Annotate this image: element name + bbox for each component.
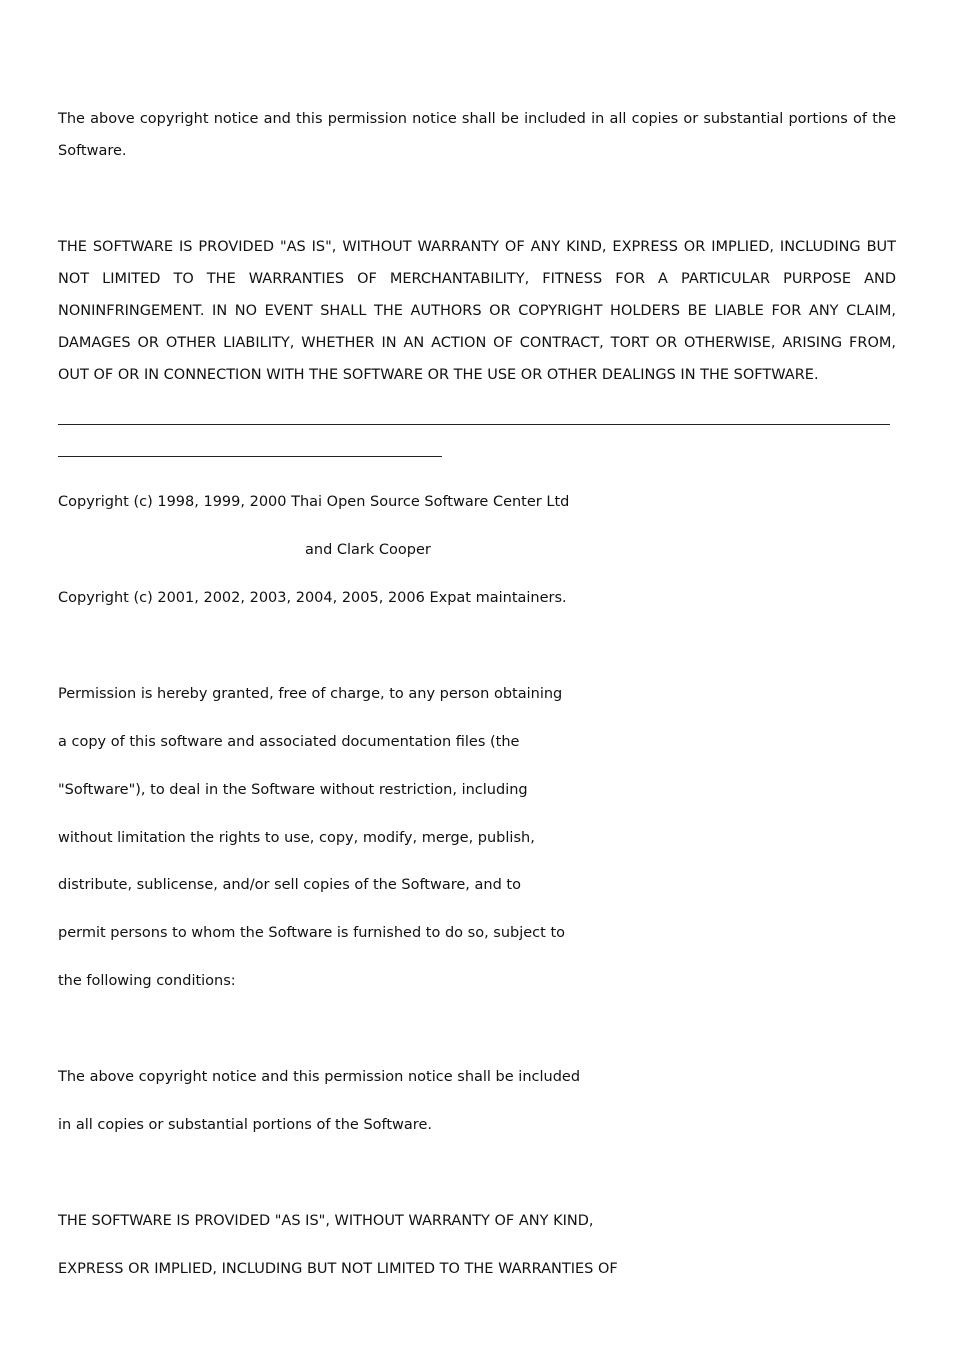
permission-line: distribute, sublicense, and/or sell copies of the Software, and to — [58, 877, 521, 893]
warranty-line: THE SOFTWARE IS PROVIDED "AS IS", WITHOUT WARRANTY OF ANY KIND, — [58, 1213, 594, 1229]
permission-line: "Software"), to deal in the Software without restriction, including — [58, 782, 528, 798]
permission-line: without limitation the rights to use, copy, modify, merge, publish, — [58, 830, 535, 846]
permission-line: the following conditions: — [58, 973, 236, 989]
permission-line: a copy of this software and associated documentation files (the — [58, 734, 520, 750]
warranty-paragraph: THE SOFTWARE IS PROVIDED "AS IS", WITHOUT WARRANTY OF ANY KIND, EXPRESS OR IMPLIED, INCLUDING BUT NOT LIMITED TO THE WARRANTIES OF MERCHANTABILITY, FITNESS FOR A PARTICULAR PURPOSE AND NONINFRINGEMENT. IN NO EVENT SHALL THE AUTHORS OR COPYRIGHT HOLDERS BE LIABLE FOR ANY CLAIM, DAMAGES OR OTHER LIABILITY, WHETHER IN AN ACTION OF CONTRACT, TORT OR OTHERWISE, ARISING FROM, OUT OF OR IN CONNECTION WITH THE SOFTWARE OR THE USE OR OTHER DEALINGS IN THE SOFTWARE. — [58, 239, 896, 383]
permission-line: Permission is hereby granted, free of charge, to any person obtaining — [58, 686, 563, 702]
warranty-line: EXPRESS OR IMPLIED, INCLUDING BUT NOT LIMITED TO THE WARRANTIES OF — [58, 1261, 618, 1277]
copyright-line-2: Copyright (c) 2001, 2002, 2003, 2004, 2005, 2006 Expat maintainers. — [58, 590, 567, 606]
separator-rule-short — [58, 456, 442, 457]
notice-line: The above copyright notice and this permission notice shall be included — [58, 1069, 581, 1085]
copyright-line-1: Copyright (c) 1998, 1999, 2000 Thai Open Source Software Center Ltd — [58, 494, 570, 510]
permission-line: permit persons to whom the Software is furnished to do so, subject to — [58, 925, 566, 941]
notice-paragraph: The above copyright notice and this permission notice shall be included in all copies or substantial portions of the Software. — [58, 111, 896, 159]
separator-rule-long — [58, 424, 890, 425]
copyright-line-1-continued: and Clark Cooper — [305, 542, 431, 558]
notice-line: in all copies or substantial portions of the Software. — [58, 1117, 432, 1133]
